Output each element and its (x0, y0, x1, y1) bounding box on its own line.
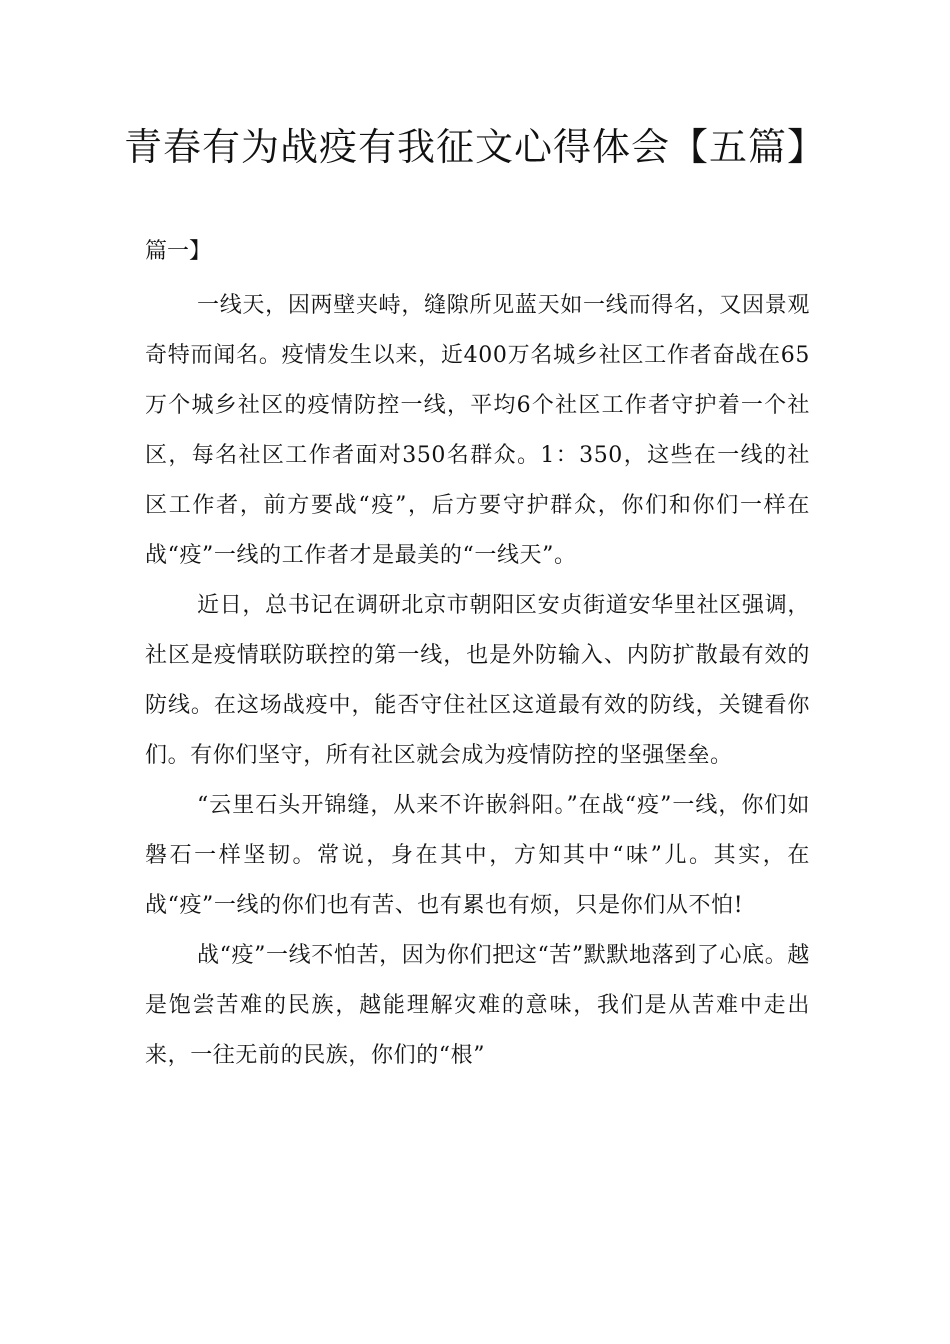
document-title: 青春有为战疫有我征文心得体会【五篇】 (123, 125, 826, 169)
paragraph: 一线天，因两壁夹峙，缝隙所见蓝天如一线而得名，又因景观奇特而闻名。疫情发生以来，近400万名城乡社区工作者奋战在65万个城乡社区的疫情防控一线，平均6个社区工作者守护着一个社区，每名社区工作者面对350名群众。1：350，这些在一线的社区工作者，前方要战“疫”，后方要守护群众，你们和你们一样在战“疫”一线的工作者才是最美的“一线天”。 (145, 293, 810, 568)
document-body (145, 281, 810, 1081)
paragraph: “云里石头开锦缝，从来不许嵌斜阳。”在战“疫”一线，你们如磐石一样坚韧。常说，身在其中，方知其中“味”儿。其实，在战“疫”一线的你们也有苦、也有累也有烦，只是你们从不怕! (145, 793, 810, 918)
paragraph: 战“疫”一线不怕苦，因为你们把这“苦”默默地落到了心底。越是饱尝苦难的民族，越能理解灾难的意味，我们是从苦难中走出来，一往无前的民族，你们的“根” (145, 943, 810, 1068)
section-label: 篇一】 (145, 239, 212, 264)
paragraph: 近日，总书记在调研北京市朝阳区安贞街道安华里社区强调，社区是疫情联防联控的第一线，也是外防输入、内防扩散最有效的防线。在这场战疫中，能否守住社区这道最有效的防线，关键看你们。有你们坚守，所有社区就会成为疫情防控的坚强堡垒。 (145, 593, 810, 768)
